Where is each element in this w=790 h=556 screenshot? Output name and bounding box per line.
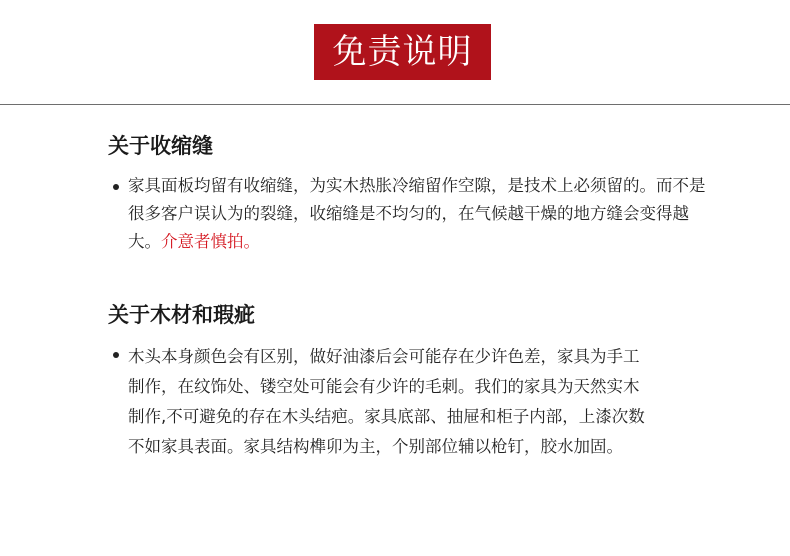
section-heading-shrinkage-gap: 关于收缩缝 [108,134,213,158]
divider [0,104,790,105]
bullet-icon [113,184,119,190]
paragraph-wood-flaws [128,342,653,462]
title-banner [314,24,491,80]
warning-text: 介意者慎拍。 [161,232,260,251]
paragraph-text: 木头本身颜色会有区别，做好油漆后会可能存在少许色差，家具为手工制作，在纹饰处、镂空处可能会有少许的毛刺。我们的家具为天然实木制作,不可避免的存在木头结疤。家具底部、抽屉和柜子内部，上漆次数不如家具表面。家具结构榫卯为主，个别部位辅以枪钉，胶水加固。 [128,347,645,456]
page-title: 免责说明 [332,32,473,72]
paragraph-shrinkage-gap [128,172,713,256]
paragraph-text: 家具面板均留有收缩缝，为实木热胀冷缩留作空隙，是技术上必须留的。而不是很多客户误认为的裂缝，收缩缝是不均匀的，在气候越干燥的地方缝会变得越大。 [128,176,706,251]
section-heading-wood-flaws: 关于木材和瑕疵 [108,303,255,327]
bullet-icon [113,352,119,358]
